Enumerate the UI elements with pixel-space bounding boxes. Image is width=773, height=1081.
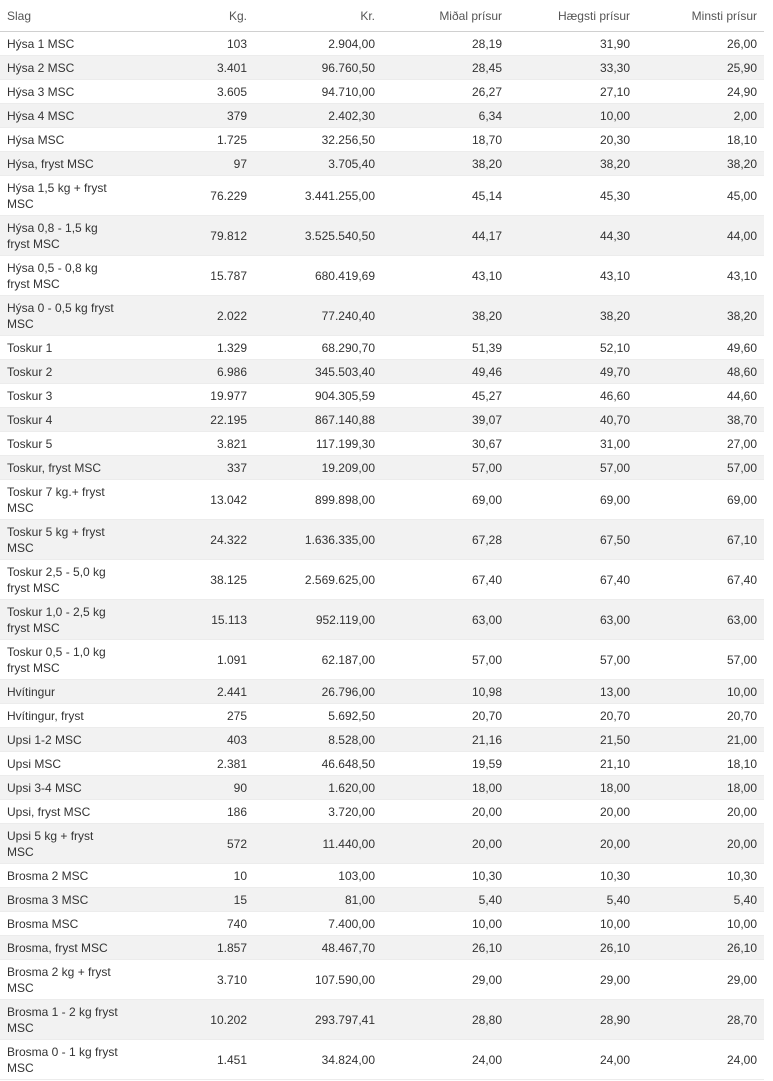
cell-average-price: 26,27 bbox=[382, 80, 509, 104]
cell-highest-price: 52,10 bbox=[509, 336, 637, 360]
cell-highest-price: 29,00 bbox=[509, 960, 637, 1000]
cell-average-price: 5,40 bbox=[382, 888, 509, 912]
cell-kg: 10.202 bbox=[128, 1000, 254, 1040]
cell-lowest-price: 21,00 bbox=[637, 728, 764, 752]
cell-kr: 867.140,88 bbox=[254, 408, 382, 432]
cell-average-price: 63,00 bbox=[382, 600, 509, 640]
cell-average-price: 26,10 bbox=[382, 936, 509, 960]
table-row bbox=[0, 80, 764, 104]
cell-kr: 7.400,00 bbox=[254, 912, 382, 936]
cell-kg: 10 bbox=[128, 864, 254, 888]
cell-lowest-price: 44,60 bbox=[637, 384, 764, 408]
cell-kr: 46.648,50 bbox=[254, 752, 382, 776]
column-header-slag[interactable]: Slag bbox=[0, 0, 128, 32]
table-row bbox=[0, 296, 764, 336]
cell-lowest-price: 69,00 bbox=[637, 480, 764, 520]
cell-lowest-price: 20,00 bbox=[637, 800, 764, 824]
cell-lowest-price: 45,00 bbox=[637, 176, 764, 216]
cell-highest-price: 20,00 bbox=[509, 800, 637, 824]
cell-species: Brosma 0 - 1 kg fryst MSC bbox=[0, 1040, 128, 1080]
cell-kr: 107.590,00 bbox=[254, 960, 382, 1000]
cell-kr: 81,00 bbox=[254, 888, 382, 912]
cell-lowest-price: 43,10 bbox=[637, 256, 764, 296]
cell-average-price: 18,70 bbox=[382, 128, 509, 152]
cell-species: Upsi 1-2 MSC bbox=[0, 728, 128, 752]
table-row bbox=[0, 1040, 764, 1080]
cell-average-price: 69,00 bbox=[382, 480, 509, 520]
cell-lowest-price: 10,00 bbox=[637, 680, 764, 704]
cell-kg: 24.322 bbox=[128, 520, 254, 560]
cell-highest-price: 38,20 bbox=[509, 152, 637, 176]
table-row bbox=[0, 680, 764, 704]
cell-average-price: 38,20 bbox=[382, 296, 509, 336]
cell-species: Toskur 2,5 - 5,0 kg fryst MSC bbox=[0, 560, 128, 600]
cell-kg: 275 bbox=[128, 704, 254, 728]
cell-species: Brosma 1 - 2 kg fryst MSC bbox=[0, 1000, 128, 1040]
cell-kr: 48.467,70 bbox=[254, 936, 382, 960]
cell-highest-price: 24,00 bbox=[509, 1040, 637, 1080]
table-row bbox=[0, 888, 764, 912]
cell-kg: 572 bbox=[128, 824, 254, 864]
cell-kg: 3.401 bbox=[128, 56, 254, 80]
cell-highest-price: 69,00 bbox=[509, 480, 637, 520]
column-header-lowest-price[interactable]: Minsti prísur bbox=[637, 0, 764, 32]
cell-kg: 2.381 bbox=[128, 752, 254, 776]
column-header-kg[interactable]: Kg. bbox=[128, 0, 254, 32]
cell-highest-price: 63,00 bbox=[509, 600, 637, 640]
cell-kg: 1.725 bbox=[128, 128, 254, 152]
cell-average-price: 10,00 bbox=[382, 912, 509, 936]
table-row bbox=[0, 480, 764, 520]
cell-lowest-price: 67,40 bbox=[637, 560, 764, 600]
cell-species: Toskur 7 kg.+ fryst MSC bbox=[0, 480, 128, 520]
cell-highest-price: 21,10 bbox=[509, 752, 637, 776]
cell-lowest-price: 57,00 bbox=[637, 456, 764, 480]
cell-average-price: 21,16 bbox=[382, 728, 509, 752]
table-row bbox=[0, 408, 764, 432]
cell-kr: 3.525.540,50 bbox=[254, 216, 382, 256]
cell-highest-price: 67,50 bbox=[509, 520, 637, 560]
table-row bbox=[0, 560, 764, 600]
cell-highest-price: 44,30 bbox=[509, 216, 637, 256]
table-row bbox=[0, 56, 764, 80]
cell-kr: 1.620,00 bbox=[254, 776, 382, 800]
cell-average-price: 19,59 bbox=[382, 752, 509, 776]
cell-species: Brosma 3 MSC bbox=[0, 888, 128, 912]
cell-lowest-price: 29,00 bbox=[637, 960, 764, 1000]
table-header-row bbox=[0, 0, 764, 32]
cell-average-price: 10,98 bbox=[382, 680, 509, 704]
cell-kr: 899.898,00 bbox=[254, 480, 382, 520]
cell-species: Hvítingur bbox=[0, 680, 128, 704]
cell-highest-price: 27,10 bbox=[509, 80, 637, 104]
table-row bbox=[0, 104, 764, 128]
cell-lowest-price: 10,30 bbox=[637, 864, 764, 888]
cell-kr: 3.705,40 bbox=[254, 152, 382, 176]
cell-lowest-price: 20,00 bbox=[637, 824, 764, 864]
cell-kr: 293.797,41 bbox=[254, 1000, 382, 1040]
cell-kg: 79.812 bbox=[128, 216, 254, 256]
cell-kr: 34.824,00 bbox=[254, 1040, 382, 1080]
cell-species: Toskur 1,0 - 2,5 kg fryst MSC bbox=[0, 600, 128, 640]
cell-lowest-price: 5,40 bbox=[637, 888, 764, 912]
cell-kg: 337 bbox=[128, 456, 254, 480]
cell-species: Toskur 2 bbox=[0, 360, 128, 384]
cell-average-price: 18,00 bbox=[382, 776, 509, 800]
cell-average-price: 43,10 bbox=[382, 256, 509, 296]
cell-highest-price: 40,70 bbox=[509, 408, 637, 432]
cell-kr: 680.419,69 bbox=[254, 256, 382, 296]
cell-highest-price: 67,40 bbox=[509, 560, 637, 600]
cell-highest-price: 28,90 bbox=[509, 1000, 637, 1040]
cell-lowest-price: 63,00 bbox=[637, 600, 764, 640]
cell-kr: 3.720,00 bbox=[254, 800, 382, 824]
cell-highest-price: 45,30 bbox=[509, 176, 637, 216]
cell-highest-price: 57,00 bbox=[509, 640, 637, 680]
table-row bbox=[0, 216, 764, 256]
cell-kr: 77.240,40 bbox=[254, 296, 382, 336]
cell-average-price: 45,27 bbox=[382, 384, 509, 408]
cell-highest-price: 43,10 bbox=[509, 256, 637, 296]
cell-kr: 345.503,40 bbox=[254, 360, 382, 384]
table-row bbox=[0, 864, 764, 888]
cell-species: Upsi 3-4 MSC bbox=[0, 776, 128, 800]
cell-lowest-price: 38,20 bbox=[637, 152, 764, 176]
cell-species: Hýsa 3 MSC bbox=[0, 80, 128, 104]
cell-species: Hýsa 2 MSC bbox=[0, 56, 128, 80]
cell-species: Hýsa 0,8 - 1,5 kg fryst MSC bbox=[0, 216, 128, 256]
cell-species: Upsi, fryst MSC bbox=[0, 800, 128, 824]
cell-kr: 103,00 bbox=[254, 864, 382, 888]
cell-kg: 403 bbox=[128, 728, 254, 752]
cell-kg: 38.125 bbox=[128, 560, 254, 600]
cell-highest-price: 18,00 bbox=[509, 776, 637, 800]
cell-lowest-price: 25,90 bbox=[637, 56, 764, 80]
cell-kr: 62.187,00 bbox=[254, 640, 382, 680]
cell-average-price: 6,34 bbox=[382, 104, 509, 128]
table-row bbox=[0, 728, 764, 752]
cell-highest-price: 10,30 bbox=[509, 864, 637, 888]
cell-species: Hýsa, fryst MSC bbox=[0, 152, 128, 176]
cell-kg: 740 bbox=[128, 912, 254, 936]
cell-species: Hýsa 0 - 0,5 kg fryst MSC bbox=[0, 296, 128, 336]
cell-kg: 3.710 bbox=[128, 960, 254, 1000]
cell-lowest-price: 18,00 bbox=[637, 776, 764, 800]
cell-species: Brosma 2 MSC bbox=[0, 864, 128, 888]
table-row bbox=[0, 128, 764, 152]
cell-highest-price: 20,00 bbox=[509, 824, 637, 864]
cell-kr: 1.636.335,00 bbox=[254, 520, 382, 560]
cell-lowest-price: 2,00 bbox=[637, 104, 764, 128]
cell-lowest-price: 24,90 bbox=[637, 80, 764, 104]
cell-kg: 15.787 bbox=[128, 256, 254, 296]
table-row bbox=[0, 152, 764, 176]
cell-average-price: 10,30 bbox=[382, 864, 509, 888]
table-row bbox=[0, 752, 764, 776]
cell-lowest-price: 67,10 bbox=[637, 520, 764, 560]
cell-species: Upsi 5 kg + fryst MSC bbox=[0, 824, 128, 864]
cell-average-price: 51,39 bbox=[382, 336, 509, 360]
cell-species: Toskur 3 bbox=[0, 384, 128, 408]
cell-species: Toskur 0,5 - 1,0 kg fryst MSC bbox=[0, 640, 128, 680]
cell-kg: 13.042 bbox=[128, 480, 254, 520]
cell-kg: 186 bbox=[128, 800, 254, 824]
cell-lowest-price: 26,10 bbox=[637, 936, 764, 960]
cell-species: Toskur, fryst MSC bbox=[0, 456, 128, 480]
cell-highest-price: 13,00 bbox=[509, 680, 637, 704]
cell-species: Hýsa 1 MSC bbox=[0, 32, 128, 56]
cell-average-price: 38,20 bbox=[382, 152, 509, 176]
table-row bbox=[0, 432, 764, 456]
table-row bbox=[0, 776, 764, 800]
cell-kg: 1.857 bbox=[128, 936, 254, 960]
cell-lowest-price: 49,60 bbox=[637, 336, 764, 360]
cell-highest-price: 20,70 bbox=[509, 704, 637, 728]
cell-average-price: 20,70 bbox=[382, 704, 509, 728]
cell-average-price: 20,00 bbox=[382, 824, 509, 864]
table-row bbox=[0, 912, 764, 936]
table-row bbox=[0, 960, 764, 1000]
cell-lowest-price: 24,00 bbox=[637, 1040, 764, 1080]
cell-average-price: 67,28 bbox=[382, 520, 509, 560]
cell-species: Hýsa 1,5 kg + fryst MSC bbox=[0, 176, 128, 216]
cell-kg: 1.091 bbox=[128, 640, 254, 680]
cell-kg: 103 bbox=[128, 32, 254, 56]
table-row bbox=[0, 936, 764, 960]
cell-species: Upsi MSC bbox=[0, 752, 128, 776]
cell-kr: 904.305,59 bbox=[254, 384, 382, 408]
cell-kr: 3.441.255,00 bbox=[254, 176, 382, 216]
cell-kr: 117.199,30 bbox=[254, 432, 382, 456]
cell-kr: 26.796,00 bbox=[254, 680, 382, 704]
table-row bbox=[0, 256, 764, 296]
cell-lowest-price: 27,00 bbox=[637, 432, 764, 456]
cell-kg: 1.329 bbox=[128, 336, 254, 360]
cell-species: Toskur 5 bbox=[0, 432, 128, 456]
cell-lowest-price: 38,20 bbox=[637, 296, 764, 336]
cell-average-price: 57,00 bbox=[382, 640, 509, 680]
cell-kg: 3.605 bbox=[128, 80, 254, 104]
column-header-kr[interactable]: Kr. bbox=[254, 0, 382, 32]
cell-highest-price: 31,00 bbox=[509, 432, 637, 456]
cell-lowest-price: 20,70 bbox=[637, 704, 764, 728]
cell-highest-price: 46,60 bbox=[509, 384, 637, 408]
cell-kg: 15 bbox=[128, 888, 254, 912]
cell-lowest-price: 18,10 bbox=[637, 128, 764, 152]
table-row bbox=[0, 384, 764, 408]
cell-species: Hýsa 4 MSC bbox=[0, 104, 128, 128]
cell-kg: 379 bbox=[128, 104, 254, 128]
cell-kr: 68.290,70 bbox=[254, 336, 382, 360]
table-row bbox=[0, 176, 764, 216]
table-row bbox=[0, 336, 764, 360]
table-row bbox=[0, 360, 764, 384]
cell-species: Toskur 1 bbox=[0, 336, 128, 360]
cell-kr: 2.569.625,00 bbox=[254, 560, 382, 600]
cell-kg: 76.229 bbox=[128, 176, 254, 216]
cell-highest-price: 38,20 bbox=[509, 296, 637, 336]
cell-average-price: 45,14 bbox=[382, 176, 509, 216]
table-row bbox=[0, 32, 764, 56]
cell-kg: 90 bbox=[128, 776, 254, 800]
cell-kg: 22.195 bbox=[128, 408, 254, 432]
table-row bbox=[0, 456, 764, 480]
cell-kr: 11.440,00 bbox=[254, 824, 382, 864]
cell-kr: 2.904,00 bbox=[254, 32, 382, 56]
cell-highest-price: 21,50 bbox=[509, 728, 637, 752]
cell-kg: 6.986 bbox=[128, 360, 254, 384]
cell-highest-price: 26,10 bbox=[509, 936, 637, 960]
cell-lowest-price: 38,70 bbox=[637, 408, 764, 432]
cell-highest-price: 49,70 bbox=[509, 360, 637, 384]
cell-highest-price: 33,30 bbox=[509, 56, 637, 80]
cell-species: Brosma MSC bbox=[0, 912, 128, 936]
column-header-average-price[interactable]: Miðal prísur bbox=[382, 0, 509, 32]
cell-kg: 15.113 bbox=[128, 600, 254, 640]
cell-lowest-price: 48,60 bbox=[637, 360, 764, 384]
table-row bbox=[0, 600, 764, 640]
cell-kr: 19.209,00 bbox=[254, 456, 382, 480]
cell-average-price: 30,67 bbox=[382, 432, 509, 456]
cell-species: Hýsa MSC bbox=[0, 128, 128, 152]
cell-highest-price: 10,00 bbox=[509, 104, 637, 128]
cell-kg: 2.441 bbox=[128, 680, 254, 704]
cell-highest-price: 10,00 bbox=[509, 912, 637, 936]
cell-kr: 94.710,00 bbox=[254, 80, 382, 104]
cell-average-price: 44,17 bbox=[382, 216, 509, 256]
cell-average-price: 24,00 bbox=[382, 1040, 509, 1080]
table-row bbox=[0, 704, 764, 728]
cell-species: Toskur 5 kg + fryst MSC bbox=[0, 520, 128, 560]
cell-kg: 2.022 bbox=[128, 296, 254, 336]
column-header-highest-price[interactable]: Hægsti prísur bbox=[509, 0, 637, 32]
cell-kg: 1.451 bbox=[128, 1040, 254, 1080]
cell-kg: 3.821 bbox=[128, 432, 254, 456]
cell-kr: 5.692,50 bbox=[254, 704, 382, 728]
cell-species: Toskur 4 bbox=[0, 408, 128, 432]
cell-highest-price: 57,00 bbox=[509, 456, 637, 480]
cell-kr: 32.256,50 bbox=[254, 128, 382, 152]
cell-average-price: 39,07 bbox=[382, 408, 509, 432]
cell-average-price: 57,00 bbox=[382, 456, 509, 480]
cell-kg: 19.977 bbox=[128, 384, 254, 408]
cell-lowest-price: 26,00 bbox=[637, 32, 764, 56]
cell-species: Brosma, fryst MSC bbox=[0, 936, 128, 960]
table-row bbox=[0, 800, 764, 824]
cell-lowest-price: 28,70 bbox=[637, 1000, 764, 1040]
cell-lowest-price: 10,00 bbox=[637, 912, 764, 936]
cell-species: Brosma 2 kg + fryst MSC bbox=[0, 960, 128, 1000]
cell-kr: 952.119,00 bbox=[254, 600, 382, 640]
cell-highest-price: 31,90 bbox=[509, 32, 637, 56]
table-row bbox=[0, 520, 764, 560]
cell-average-price: 29,00 bbox=[382, 960, 509, 1000]
cell-kr: 8.528,00 bbox=[254, 728, 382, 752]
cell-highest-price: 5,40 bbox=[509, 888, 637, 912]
cell-average-price: 67,40 bbox=[382, 560, 509, 600]
cell-lowest-price: 44,00 bbox=[637, 216, 764, 256]
cell-species: Hvítingur, fryst bbox=[0, 704, 128, 728]
cell-lowest-price: 18,10 bbox=[637, 752, 764, 776]
cell-average-price: 49,46 bbox=[382, 360, 509, 384]
cell-average-price: 28,19 bbox=[382, 32, 509, 56]
cell-species: Hýsa 0,5 - 0,8 kg fryst MSC bbox=[0, 256, 128, 296]
cell-highest-price: 20,30 bbox=[509, 128, 637, 152]
cell-kr: 2.402,30 bbox=[254, 104, 382, 128]
cell-average-price: 28,80 bbox=[382, 1000, 509, 1040]
table-body bbox=[0, 32, 764, 1080]
cell-average-price: 28,45 bbox=[382, 56, 509, 80]
cell-kr: 96.760,50 bbox=[254, 56, 382, 80]
table-row bbox=[0, 1000, 764, 1040]
cell-average-price: 20,00 bbox=[382, 800, 509, 824]
table-row bbox=[0, 824, 764, 864]
cell-kg: 97 bbox=[128, 152, 254, 176]
table-row bbox=[0, 640, 764, 680]
cell-lowest-price: 57,00 bbox=[637, 640, 764, 680]
